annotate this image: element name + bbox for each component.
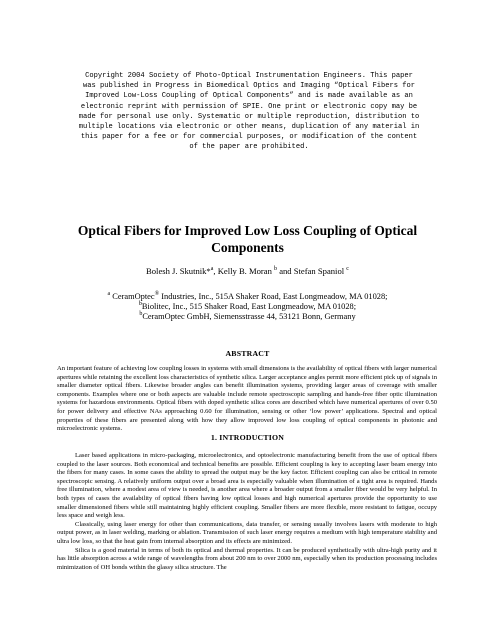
affiliation-superscript: a — [107, 291, 111, 298]
copyright-line: electronic reprint with permission of SPIE. One print or electronic copy may be — [80, 102, 418, 111]
copyright-line: Improved Low-Loss Coupling of Optical Components” and is made available as an — [85, 92, 413, 101]
paragraph: Laser based applications in micro-packaging, microelectronics, and optoelectronic manufacturing benefit from the use of optical fibers coupled to the laser sources. Both economical and technical benefits are possible. Efficient coupling is key to accepting laser beam energy into the fibers for many cases. In some cases the ability to spread the output may be the key factor. Efficient coupling can also be critical in remote spectroscopic sensing. A relatively uniform output over a broad area is especially valuable when illumination of a tight area is required. Hands free illumination, where a modest area of view is needed, is another area where a broader output from a smaller fiber would be very helpful. In both types of cases the availability of optical fibers having low optical losses and high numerical apertures provide the opportunity to use smaller dimensioned fibers while still maintaining highly efficient coupling. Smaller fibers are more flexible, more resistant to fatigue, occupy less space and weigh less. — [57, 452, 437, 520]
copyright-line: Copyright 2004 Society of Photo-Optical Instrumentation Engineers. This paper — [85, 72, 413, 80]
author-separator: , — [213, 266, 218, 276]
author-name: Bolesh J. Skutnik* — [146, 266, 211, 276]
author-superscript: b — [274, 266, 278, 273]
paragraph: Classically, using laser energy for other than communications, data transfer, or sensing usually involves lasers with moderate to high output power, as in laser welding, marking or ablation. Transmission of such laser energy requires a medium with high temperature stability and ultra low loss, so that the heat gain from internal absorption and its effects are minimized. — [57, 520, 437, 545]
copyright-line: made for personal use only. Systematic or multiple reproduction, distribution to — [78, 112, 420, 121]
abstract-body: An important feature of achieving low coupling losses in systems with small dimensions is the availability of optical fibers with larger numerical apertures while retaining the excellent loss characteristics of synthetic silica. Larger acceptance angles permit more efficient pick up of signals in smaller diameter optical fibers. Likewise broader angles can benefit illumination systems, providing larger areas of coverage with smaller components. Examples where one or both aspects are valuable include remote spectroscopic sampling and hands-free fiber optic illumination systems for hazardous environments. Optical fibers with doped synthetic silica cores are described which have numerical apertures of over 0.50 for power delivery and effective NAs approaching 0.60 for illumination, sensing or other ‘low power’ applications. Spectral and optical properties of these fibers are presented along with how they allow improved low loss coupling of optical components in photonic and microelectronic systems. — [57, 365, 437, 433]
abstract-heading: ABSTRACT — [225, 349, 270, 358]
author-separator: and — [277, 266, 294, 276]
copyright-line: of the paper are prohibited. — [189, 143, 309, 152]
affiliation-superscript: b — [139, 311, 143, 318]
introduction-heading: 1. INTRODUCTION — [210, 433, 285, 442]
affiliation-list — [30, 292, 465, 323]
affiliation-line — [30, 312, 465, 322]
paragraph: Silica is a good material in terms of both its optical and thermal properties. It can be produced synthetically with ultra-high purity and it has little absorption across a wide range of wavelengths from about 200 nm to over 2000 nm, especially when its production processing includes minimization of OH bonds within the glassy silica structure. The — [57, 546, 437, 571]
title-line-1: Optical Fibers for Improved Low Loss Coupling of Optical — [77, 223, 418, 238]
copyright-line: multiple locations via electronic or other means, duplication of any material in — [78, 123, 420, 132]
author-superscript: a — [210, 266, 214, 273]
registered-mark: ® — [154, 291, 160, 298]
paper-title — [30, 222, 465, 256]
affiliation-text: Industries, Inc., 515A Shaker Road, East Longmeadow, MA 01028; — [159, 292, 388, 301]
affiliation-text: CeramOptec GmbH, Siemensstrasse 44, 53121 Bonn, Germany — [142, 312, 356, 322]
affiliation-text: CeramOptec — [112, 292, 155, 301]
copyright-line: this paper for a fee or for commercial purposes, or modification of the content — [80, 133, 418, 142]
affiliation-line — [30, 292, 465, 302]
author-name: Stefan Spaniol — [293, 266, 345, 276]
affiliation-text: Biolitec, Inc., 515 Shaker Road, East Longmeadow, MA 01028; — [141, 302, 357, 312]
author-superscript: c — [346, 266, 349, 273]
author-name: Kelly B. Moran — [217, 266, 272, 276]
title-line-2: Components — [211, 240, 284, 255]
introduction-body — [57, 452, 437, 572]
author-list — [30, 266, 465, 277]
copyright-line: was published in Progress in Biomedical Optics and Imaging “Optical Fibers for — [82, 82, 416, 91]
affiliation-line — [30, 302, 465, 312]
copyright-notice — [44, 71, 454, 153]
affiliation-superscript: b — [138, 301, 142, 308]
